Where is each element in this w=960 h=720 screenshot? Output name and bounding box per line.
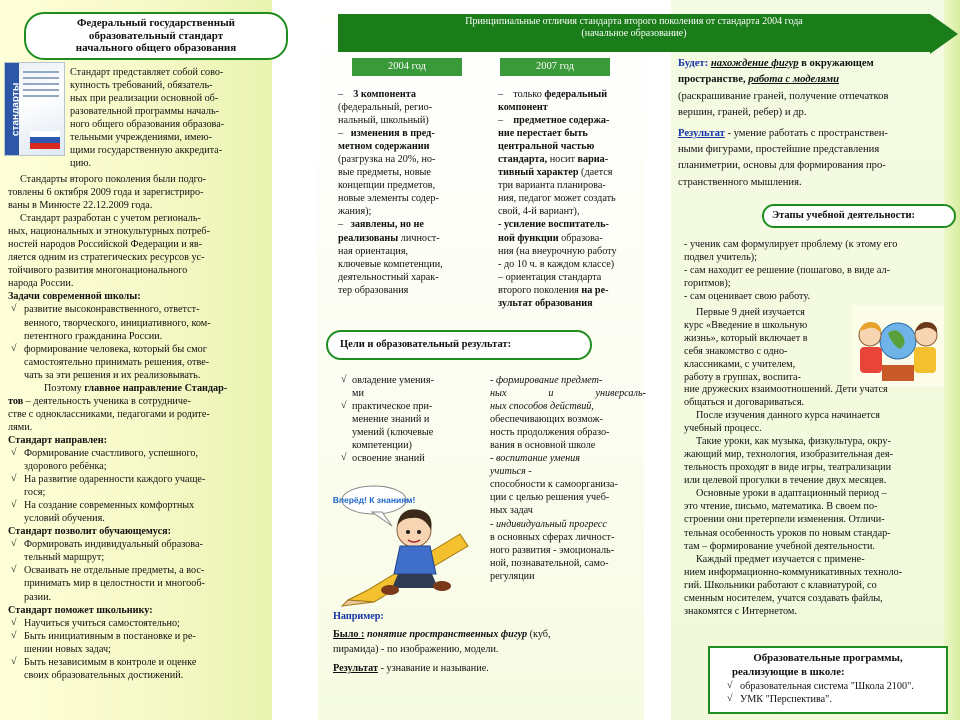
standard-aimed-heading: Стандарт направлен: (8, 434, 107, 446)
p3-line: ностей народов Российской Федерации и яв- (8, 239, 203, 251)
stage-line: - сам оценивает свою работу. (684, 291, 810, 303)
regional-needs-paragraph (8, 212, 270, 290)
will-text-line: вершин, граней, ребер) и др. (678, 107, 807, 119)
text-line: ния (на внеурочную работу (498, 245, 617, 257)
program-item: √ УМК "Перспектива". (724, 693, 938, 706)
text-line: вания в основной школе (490, 440, 596, 452)
right-edge-stripe (944, 0, 960, 720)
subject-content-change: изменения в пред- (350, 128, 435, 140)
after-course-paragraph (684, 409, 946, 435)
p3-line: Стандарт разработан с учетом региональ- (20, 213, 201, 225)
list-item (8, 473, 270, 499)
was-text-line-2: пирамида) - по изображению, модели. (333, 644, 499, 656)
will-bold-3: работа с моделями (748, 74, 839, 86)
text-line: ключевые компетенции, (338, 258, 443, 270)
will-text-line: (раскрашивание граней, получение отпечатков (678, 90, 889, 102)
upbringing-function: ной функции (498, 232, 559, 244)
boy-shoe (381, 585, 399, 595)
was-label: Было : (333, 629, 365, 641)
intro-line: цию. (70, 158, 92, 170)
list-item (8, 499, 270, 525)
text-line: тер образования (338, 284, 409, 296)
list-item-line: условий обучения. (24, 513, 105, 525)
list-item-line: здорового ребёнка; (24, 461, 107, 473)
standard-intro-text (70, 66, 270, 170)
first-days-line: себя знакомство с одно- (684, 346, 788, 358)
goals-left-list (338, 374, 468, 465)
book-cover-lines (23, 71, 59, 101)
list-item-line: √ На создание современных комфортных (24, 500, 195, 512)
text-line: ная ориентация, (338, 245, 409, 257)
basic-lessons-paragraph (684, 487, 946, 552)
russian-flag-icon (30, 131, 60, 149)
text-line: второго поколения (498, 284, 579, 296)
col3-body-paragraphs (684, 383, 946, 618)
main-direction-text: лями. (8, 421, 33, 433)
intro-line: ных при реализации основной об- (70, 93, 219, 105)
result-label-2: Результат (678, 127, 725, 139)
ict-paragraph (684, 553, 946, 618)
list-item (338, 400, 468, 452)
list-item-line: гося; (24, 487, 46, 499)
text-line: Основные уроки в адаптационный период – (696, 488, 887, 500)
text-line: тельная особенность уроков по новым стандар- (684, 527, 891, 539)
text-line: личност- (400, 232, 440, 244)
left-column-body (8, 173, 270, 682)
result-text: - узнавание и называние. (380, 663, 489, 675)
list-item-line: шении новых задач; (24, 643, 111, 655)
first-days-line: работу в группах, воспита- (684, 372, 801, 384)
result-text-line: странственного мышления. (678, 176, 802, 188)
school-tasks-heading: Задачи современной школы: (8, 291, 141, 303)
standards-book-cover-image (4, 62, 65, 156)
list-item-line: компетенции) (352, 440, 412, 452)
first-days-line: Первые 9 дней изучается (696, 307, 805, 318)
text-line: - до 10 ч. в каждом классе) (498, 258, 615, 270)
text-line: нием информационно-коммуникативных техноло- (684, 566, 903, 578)
subject-content-not-central: центральной частью (498, 141, 595, 153)
main-direction-bold-tail: тов (8, 395, 24, 407)
list-item (8, 303, 270, 342)
text-line: После изучения данного курса начинается (696, 410, 880, 422)
intro-line: разовательной программы началь- (70, 106, 219, 118)
main-direction-lead: Поэтому (44, 382, 82, 394)
dash: – (338, 128, 344, 140)
text-line: деятельностный харак- (338, 271, 439, 283)
result-text-line: ными фигурами, простейшие представления (678, 144, 880, 156)
text-line: (дается (581, 167, 613, 179)
programs-title-line: реализующие в школе: (732, 665, 845, 678)
stage-line: - ученик сам формулирует проблему (к этому его (684, 239, 898, 250)
dash: – (498, 89, 504, 100)
dash: – (498, 115, 504, 127)
italic-phrase: индивидуальный прогресс (495, 518, 607, 530)
text-line: только (513, 89, 542, 100)
intro-line: Стандарт представляет собой сово- (70, 67, 224, 78)
list-item-line: самостоятельно принимать решения, отве- (24, 356, 210, 368)
declared-not-realized: реализованы (338, 232, 399, 244)
text-line: нальный, школьный) (338, 115, 429, 127)
goals-title-pill (326, 330, 592, 360)
list-item-line: √ формирование человека, который бы смог (24, 343, 207, 355)
will-bold-2: пространстве, (678, 74, 746, 86)
list-item-line: ми (352, 388, 364, 400)
list-item (8, 656, 270, 682)
list-item (8, 617, 270, 630)
text-line: там – формирование учебной деятельности. (684, 540, 875, 552)
text-line: ных задач (490, 505, 533, 517)
text-line: строении они претерпели изменения. Отличи- (684, 514, 885, 526)
text-line: в основных сферах личност- (490, 531, 615, 543)
text-line: знакомятся с Интернетом. (684, 605, 797, 617)
text-line: ции с целью решения учеб- (490, 492, 610, 504)
text-line: способности к самоорганиза- (490, 479, 618, 491)
variative-character: тивный характер (498, 167, 579, 179)
list-item (8, 538, 270, 564)
was-text: (куб, (529, 629, 551, 641)
stages-list (684, 238, 946, 303)
speech-bubble-text: Вперёд! К знаниям! (332, 495, 416, 505)
list-item (8, 447, 270, 473)
italic-phrase: и (548, 388, 554, 400)
intro-line: тельными учреждениями, имею- (70, 132, 213, 144)
list-item-line: √ овладение умения- (352, 375, 434, 386)
list-item (8, 564, 270, 603)
text-line: ность продолжения образо- (490, 427, 610, 439)
standard-title-line-3: начального общего образования (75, 42, 237, 55)
boy-shoe (433, 581, 451, 591)
differences-banner-line-1: Принципиальные отличия стандарта второго поколения от стандарта 2004 года (465, 16, 803, 27)
standard-allows-list (8, 538, 270, 603)
list-item-line: менение знаний и (352, 414, 430, 426)
text-line: концепции предметов, (338, 180, 436, 192)
speech-bubble-tail (372, 512, 392, 526)
three-components: 3 компонента (353, 89, 416, 100)
text-line: жающий мир, технология, изобразительная дея- (684, 449, 893, 461)
stage-line: подвел учитель); (684, 252, 757, 264)
list-item-line: принимать мир в целостности и многооб- (24, 578, 205, 590)
text-line: гий. Школьники работают с клавиатурой, со (684, 579, 877, 591)
list-item-line: тельный маршрут; (24, 552, 105, 564)
standard-allows-heading: Стандарт позволит обучающемуся: (8, 526, 172, 538)
list-item (8, 343, 270, 382)
stages-title-pill (762, 204, 956, 228)
text-line: жания); (338, 206, 372, 218)
main-direction-bold: главное направление Стандар- (84, 382, 228, 394)
programs-list (718, 680, 938, 706)
intro-line: купность требований, обязатель- (70, 80, 213, 92)
text-line: (федеральный, регио- (338, 102, 433, 114)
text-line: – ориентация стандарта (498, 271, 602, 283)
second-generation-paragraph (8, 173, 270, 212)
text-line: ного развития - эмоциональ- (490, 544, 615, 556)
education-result: на ре- (581, 284, 609, 296)
text-line: обеспечивающих возмож- (490, 414, 603, 426)
text-line: Такие уроки, как музыка, физкультура, окру- (696, 436, 891, 448)
tag-2007: 2007 год (500, 58, 610, 76)
text-line: ной, познавательной, само- (490, 557, 609, 569)
text-line: свой, 4-й вариант), (498, 206, 580, 218)
text-line: или целевой прогулки в течение двух месяцев. (684, 475, 887, 487)
list-item-line: √ практическое при- (352, 401, 433, 413)
will-text-1: в окружающем (801, 58, 874, 69)
text-line: носит (549, 154, 575, 166)
list-item-line: венного, творческого, инициативного, ком- (24, 317, 211, 329)
child-clothes (914, 347, 936, 373)
lessons-paragraph (684, 435, 946, 487)
dash: – (338, 219, 344, 231)
standard-2007-features (498, 88, 648, 310)
list-item-line: √ освоение знаний (352, 453, 425, 465)
book-cover-word: стандарты (10, 82, 22, 137)
stage-line: - сам находит ее решение (пошагово, в виде ал- (684, 265, 890, 277)
example-heading: Например: (333, 611, 384, 622)
list-item-line: своих образовательных достижений. (24, 669, 184, 681)
list-item-line: √ Осваивать не отдельные предметы, а вос- (24, 565, 205, 577)
subject-content-not-central: ние перестает быть (498, 128, 588, 140)
italic-phrase: универсаль- (595, 388, 646, 400)
p3-line: ных, национальных и этнокультурных потреб- (8, 226, 210, 238)
goals-right-text (490, 374, 646, 583)
p3-line: ляется одним из стратегических ресурсов ус- (8, 252, 205, 264)
standard-title-line-2: образовательный стандарт (88, 29, 224, 42)
list-item-line: √ Формировать индивидуальный образова- (24, 539, 203, 551)
subject-content-not-central: предметное содержа- (513, 115, 610, 127)
standard-title-line-1: Федеральный государственный (76, 17, 235, 29)
declared-not-realized: заявлены, но не (350, 219, 424, 231)
result-text-line: планиметрии, основы для формирования про- (678, 160, 886, 172)
standard-2004-features (338, 88, 488, 297)
standard-title-pill (24, 12, 288, 60)
education-result: зультат образования (498, 297, 593, 309)
main-direction-text: стве с одноклассниками, педагогами и родите- (8, 408, 210, 420)
list-item-line: разии. (24, 591, 52, 603)
list-item-line: √ Быть независимым в контроле и оценке (24, 656, 197, 668)
text-line: новые элементы содер- (338, 193, 439, 205)
programs-title-line: Образовательные программы, (753, 652, 903, 664)
italic-phrase: учиться (490, 466, 526, 478)
variative-character: вариа- (577, 154, 609, 166)
differences-banner (338, 14, 930, 52)
dash: - (490, 518, 496, 530)
first-days-line: курс «Введение в школьную (684, 320, 808, 332)
children-with-globe-illustration (852, 305, 944, 387)
boy-shirt (394, 546, 436, 574)
text-line: это чтение, письмо, математика. В своем по- (684, 501, 878, 513)
list-item-line: √ Быть инициативным в постановке и ре- (24, 630, 196, 642)
books-stack (882, 365, 914, 381)
p3-line: тойчивого развития многонационального (8, 265, 188, 277)
list-item (8, 630, 270, 656)
list-item (338, 374, 468, 400)
main-direction-paragraph (8, 382, 270, 434)
dash: – (338, 89, 344, 100)
p2-line: Стандарты второго поколения были подго- (20, 174, 207, 185)
text-line: (разгрузка на 20%, но- (338, 154, 436, 166)
italic-phrase: ных (490, 388, 507, 400)
child-clothes (860, 347, 882, 373)
first-days-paragraph (684, 306, 852, 384)
subject-content-change: метном содержании (338, 141, 430, 153)
programs-box (708, 646, 948, 714)
example-block (333, 610, 645, 675)
main-direction-text: – деятельность ученика в сотрудниче- (25, 395, 191, 407)
will-bold-1: нахождение фигур (710, 58, 799, 69)
text-line: тельность проходят в виде игры, театрализации (684, 462, 892, 474)
text-line: ния, педагог может создать (498, 193, 616, 205)
dash: - (490, 453, 496, 465)
text-line: Каждый предмет изучается с примене- (696, 553, 865, 565)
italic-phrase: ных способов действий, (490, 401, 594, 413)
p2-line: товлены 6 октября 2009 года и зарегистриро- (8, 187, 204, 199)
goals-title: Цели и образовательный результат: (340, 339, 512, 350)
result-label: Результат (333, 663, 379, 675)
stages-title: Этапы учебной деятельности: (772, 210, 916, 221)
will-paragraph (678, 56, 946, 191)
upbringing-function: - усиление воспитатель- (498, 219, 609, 231)
first-days-line: жизнь», который включает в (684, 333, 808, 345)
text-line: общаться и договариваться. (684, 397, 805, 409)
differences-banner-line-2: (начальное образование) (581, 27, 687, 39)
text-line: образова- (561, 232, 603, 244)
list-item-line: √ Научиться учиться самостоятельно; (24, 617, 180, 629)
dash: - (525, 466, 532, 478)
list-item-line: умений (ключевые (352, 427, 434, 439)
program-item: √ образовательная система "Школа 2100". (724, 680, 938, 693)
standard-helps-list (8, 617, 270, 682)
list-item-line: √ Формирование счастливого, успешного, (24, 447, 199, 459)
was-italic-phrase: понятие пространственных фигур (367, 629, 528, 641)
text-line: сменным носителем, учатся создавать файлы, (684, 592, 883, 604)
standard-helps-heading: Стандарт поможет школьнику: (8, 604, 153, 616)
will-label: Будет: (678, 58, 709, 69)
federal-component: компонент (498, 102, 548, 114)
text-line: три варианта планирова- (498, 180, 606, 192)
federal-component: федеральный (544, 89, 608, 100)
list-item (338, 452, 468, 465)
list-item-line: √ На развитие одаренности каждого учаще- (24, 474, 206, 486)
text-line: регуляции (490, 570, 535, 582)
list-item-line: петентного гражданина России. (24, 330, 163, 342)
text-line: вые предметы, новые (338, 167, 431, 179)
p3-line: народа России. (8, 278, 74, 290)
boy-eye (417, 530, 421, 534)
first-days-tail (684, 383, 946, 409)
italic-phrase: воспитание умения (495, 453, 581, 465)
list-item-line: чать за эти решения и их реализовывать. (24, 369, 201, 381)
list-item-line: √ развитие высоконравственного, ответст- (24, 304, 200, 316)
italic-phrase: формирование предмет- (495, 375, 603, 386)
boy-eye (406, 530, 410, 534)
standard-aimed-list (8, 447, 270, 525)
intro-line: ного общего образования образова- (70, 119, 225, 131)
p2-line: ваны в Минюсте 22.12.2009 года. (8, 200, 153, 212)
boy-with-pencil-illustration (332, 482, 472, 608)
stage-line: горитмов); (684, 278, 731, 290)
boy-pants (392, 574, 438, 588)
first-days-line: классниками, с учителем, (684, 359, 796, 371)
school-tasks-list (8, 303, 270, 381)
intro-line: щими государственную аккредита- (70, 145, 223, 157)
text-line: учебный процесс. (684, 423, 762, 435)
tag-2004: 2004 год (352, 58, 462, 76)
subject-content-not-central: стандарта, (498, 154, 548, 166)
result-text-2: - умение работать с пространствен- (727, 127, 888, 139)
text-line: ние дружеских взаимоотношений. Дети учатся (684, 384, 888, 395)
dash: - (490, 375, 496, 386)
